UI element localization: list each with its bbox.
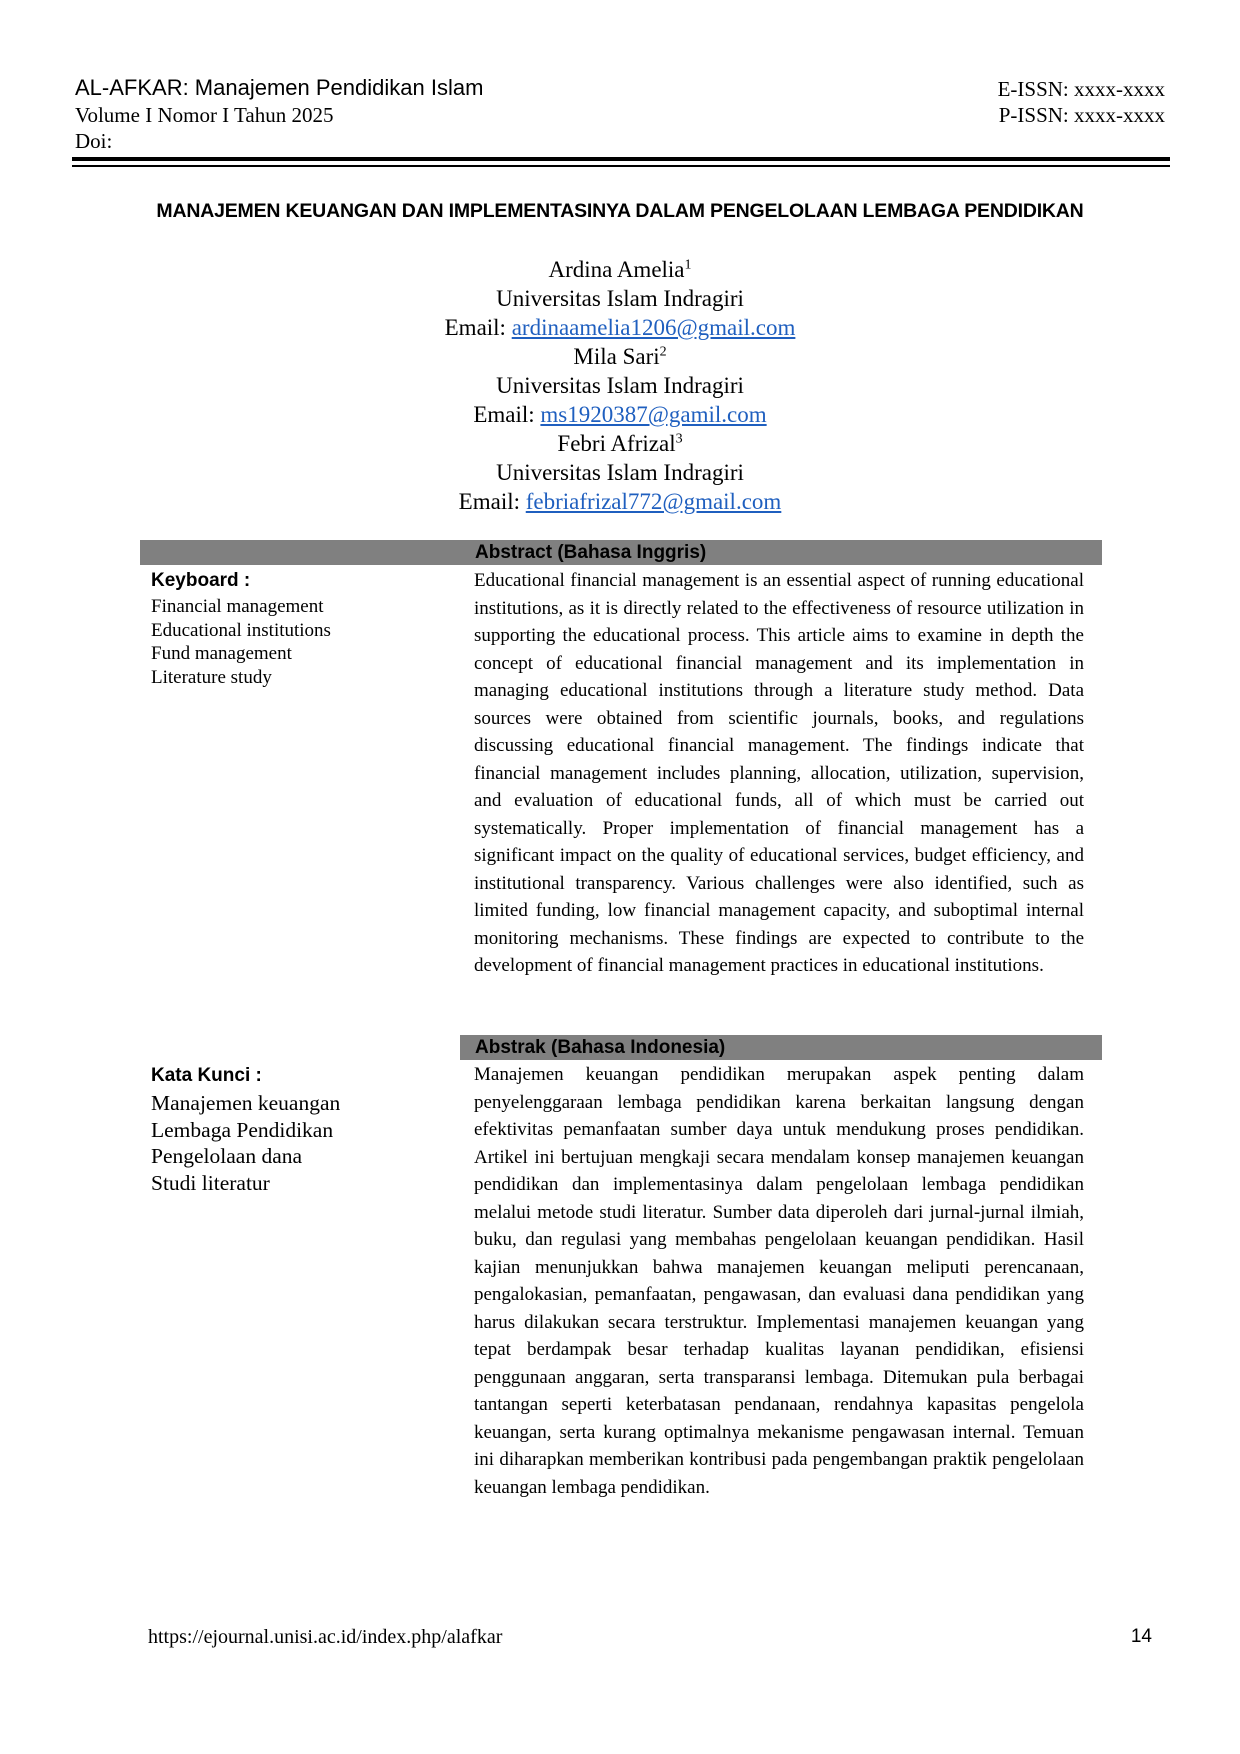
running-header-left	[75, 74, 483, 154]
author-affiliation: Universitas Islam Indragiri	[496, 373, 744, 398]
author-block	[0, 255, 1240, 516]
volume-info: Volume I Nomor I Tahun 2025	[75, 103, 334, 127]
abstract-id-heading: Abstrak (Bahasa Indonesia)	[475, 1037, 726, 1058]
keyword-item: Studi literatur	[151, 1170, 270, 1195]
keywords-en-list	[151, 595, 331, 689]
author-email-link[interactable]: ardinaamelia1206@gmail.com	[511, 315, 796, 340]
keyword-item: Fund management	[151, 643, 292, 664]
doi-label: Doi:	[75, 129, 113, 153]
keyword-item: Manajemen keuangan	[151, 1091, 341, 1115]
abstract-id-text: Manajemen keuangan pendidikan merupakan aspek penting dalam penyelenggaraan lembaga pendidikan karena berkaitan langsung dengan efektivitas pemanfaatan sumber daya untuk mendukung proses pendidikan. Artikel ini bertujuan mengkaji secara mendalam konsep manajemen keuangan pendidikan dan implementasinya dalam pengelolaan lembaga pendidikan melalui metode studi literatur. Sumber data diperoleh dari jurnal-jurnal ilmiah, buku, dan regulasi yang membahas pengelolaan keuangan pendidikan. Hasil kajian menunjukkan bahwa manajemen keuangan meliputi perencanaan, pengalokasian, pemanfaatan, pengawasan, dan evaluasi dana pendidikan yang harus dilakukan secara terstruktur. Implementasi manajemen keuangan yang tepat berdampak besar terhadap kualitas layanan pendidikan, efisiensi penggunaan anggaran, serta transparansi lembaga. Ditemukan pula berbagai tantangan seperti keterbatasan pendanaan, rendahnya kapasitas pengelola keuangan, serta kurang optimalnya mekanisme pengawasan internal. Temuan ini diharapkan memberikan kontribusi pada pengembangan praktik pengelolaan keuangan lembaga pendidikan.	[474, 1064, 1084, 1498]
keywords-en-heading: Keyboard :	[151, 570, 251, 591]
keywords-id-heading: Kata Kunci :	[151, 1065, 262, 1086]
keywords-id-list	[151, 1090, 340, 1196]
author-affiliation: Universitas Islam Indragiri	[496, 286, 744, 311]
author-affiliation: Universitas Islam Indragiri	[496, 460, 744, 485]
author-email-line: Email: ms1920387@gamil.com	[473, 402, 767, 427]
keyword-item: Financial management	[151, 596, 324, 617]
running-header-right	[998, 76, 1165, 128]
footer-url: https://ejournal.unisi.ac.id/index.php/alafkar	[148, 1626, 503, 1648]
author-name: Febri Afrizal$^3$	[557, 431, 683, 456]
header-rule-thick	[72, 157, 1170, 161]
eissn: E-ISSN: xxxx-xxxx	[997, 77, 1165, 101]
abstract-en-text: Educational financial management is an essential aspect of running educational institutions, as it is directly related to the effectiveness of resource utilization in supporting the educational process. This article aims to examine in depth the concept of educational financial management and its implementation in managing educational institutions through a literature study method. Data sources were obtained from scientific journals, books, and regulations discussing educational financial management. The findings indicate that financial management includes planning, allocation, utilization, supervision, and evaluation of educational funds, all of which must be carried out systematically. Proper implementation of financial management has a significant impact on the quality of educational services, budget efficiency, and institutional transparency. Various challenges were also identified, such as limited funding, low financial management capacity, and suboptimal internal monitoring mechanisms. These findings are expected to contribute to the development of financial management practices in educational institutions.	[474, 570, 1084, 976]
journal-name: AL-AFKAR: Manajemen Pendidikan Islam	[75, 75, 484, 100]
author-email-link[interactable]: ms1920387@gamil.com	[540, 402, 767, 427]
pissn: P-ISSN: xxxx-xxxx	[998, 103, 1165, 127]
keyword-item: Lembaga Pendidikan	[151, 1117, 334, 1142]
abstract-en-heading: Abstract (Bahasa Inggris)	[475, 542, 707, 563]
keyword-item: Pengelolaan dana	[151, 1144, 303, 1168]
author-email-line: Email: ardinaamelia1206@gmail.com	[444, 315, 796, 340]
author-email-link[interactable]: febriafrizal772@gmail.com	[525, 489, 782, 514]
keyword-item: Literature study	[151, 666, 272, 688]
author-name: Ardina Amelia$^1$	[548, 257, 692, 282]
author-name: Mila Sari$^2$	[573, 344, 667, 369]
header-rule-thin	[72, 165, 1170, 167]
author-email-line: Email: febriafrizal772@gmail.com	[458, 489, 782, 514]
keyword-item: Educational institutions	[151, 619, 331, 641]
page-number: 14	[1130, 1626, 1152, 1647]
paper-title: MANAJEMEN KEUANGAN DAN IMPLEMENTASINYA DALAM PENGELOLAAN LEMBAGA PENDIDIKAN	[156, 200, 1084, 222]
